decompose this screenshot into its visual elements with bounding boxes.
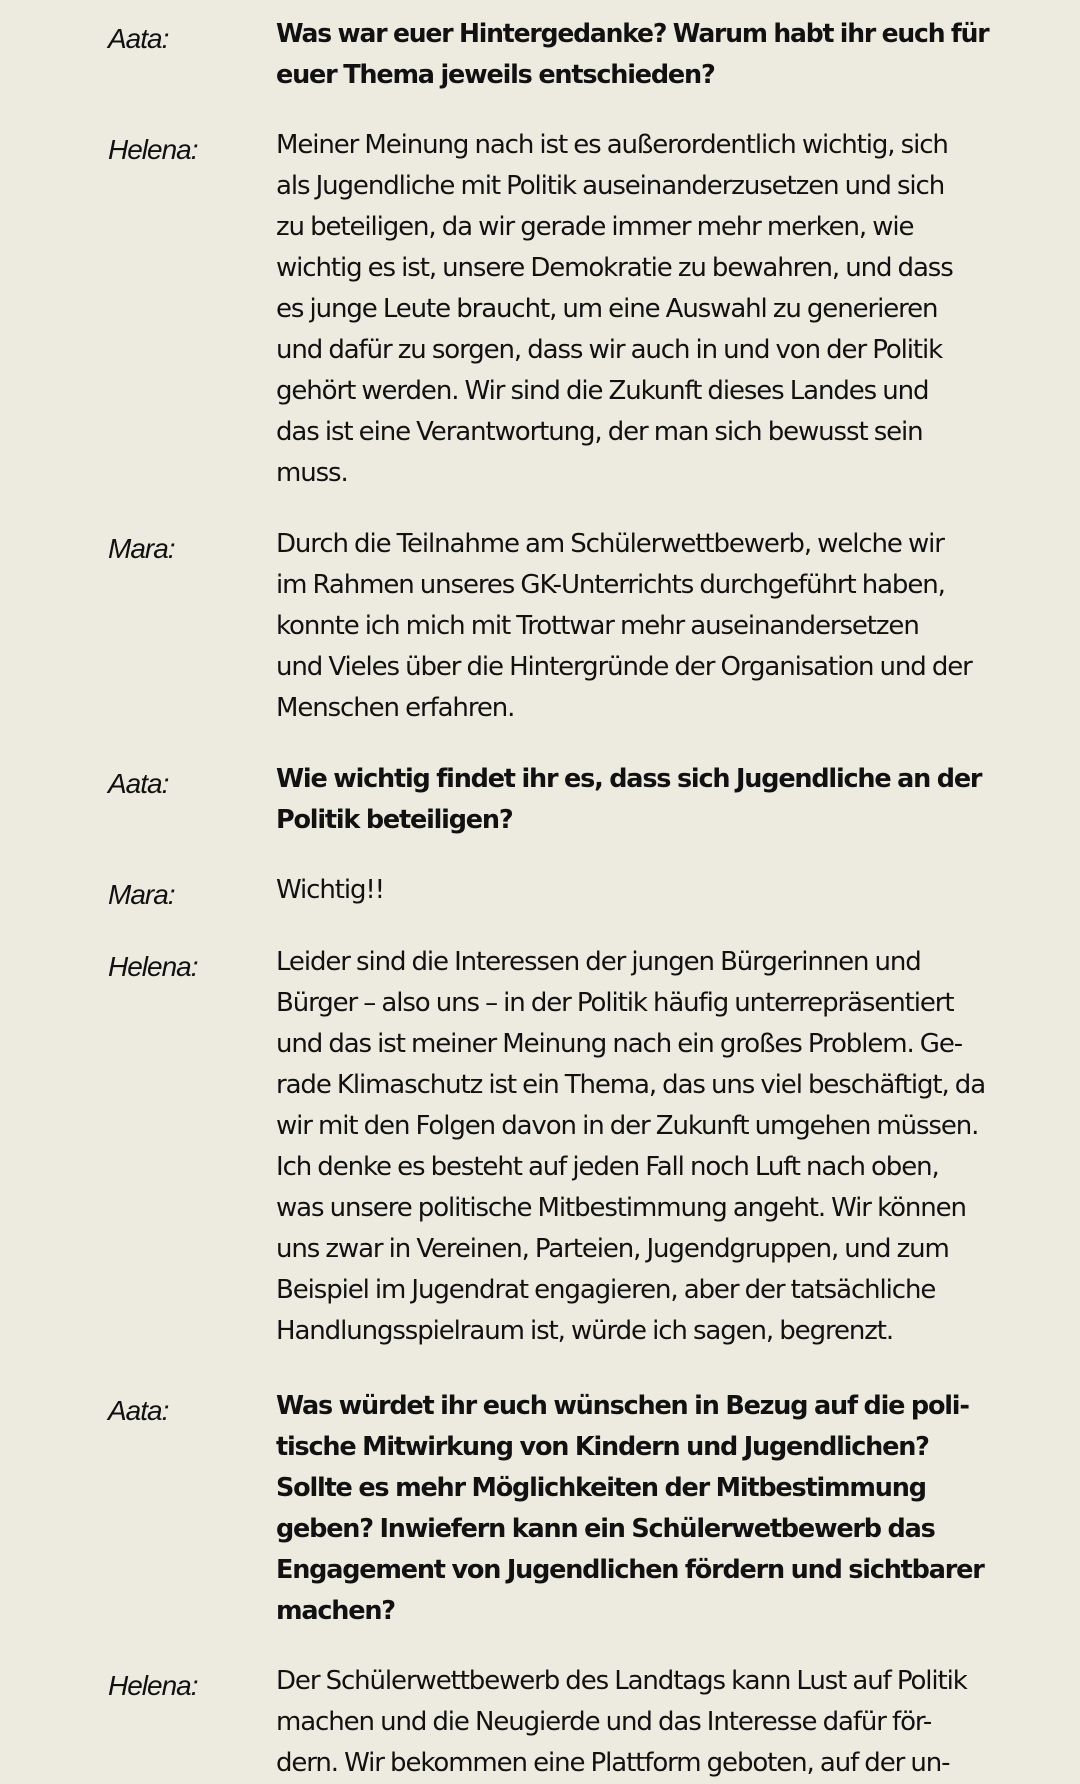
text-line: als Jugendliche mit Politik auseinanderzusetzen und sich bbox=[276, 171, 945, 201]
text-line: was unsere politische Mitbestimmung angeht. Wir können bbox=[276, 1193, 966, 1223]
text-line: Leider sind die Interessen der jungen Bürgerinnen und bbox=[276, 947, 921, 977]
text-line: Durch die Teilnahme am Schülerwettbewerb, welche wir bbox=[276, 529, 944, 559]
speaker-name: Helena: bbox=[108, 1670, 198, 1701]
text-line: Politik beteiligen? bbox=[276, 805, 513, 835]
speaker-name: Aata: bbox=[108, 23, 169, 54]
text-line: und das ist meiner Meinung nach ein großes Problem. Ge- bbox=[276, 1029, 963, 1059]
text-line: euer Thema jeweils entschieden? bbox=[276, 60, 715, 90]
text-line: Beispiel im Jugendrat engagieren, aber der tatsächliche bbox=[276, 1275, 936, 1305]
text-line: es junge Leute braucht, um eine Auswahl zu generieren bbox=[276, 294, 938, 324]
answer-text bbox=[276, 125, 988, 494]
text-line: machen und die Neugierde und das Interesse dafür för- bbox=[276, 1707, 932, 1737]
speaker-name: Aata: bbox=[108, 1395, 169, 1426]
text-line: Meiner Meinung nach ist es außerordentlich wichtig, sich bbox=[276, 130, 948, 160]
speaker-name: Helena: bbox=[108, 951, 198, 982]
text-line: Sollte es mehr Möglichkeiten der Mitbestimmung bbox=[276, 1473, 926, 1503]
speaker-name: Aata: bbox=[108, 768, 169, 799]
text-line: zu beteiligen, da wir gerade immer mehr merken, wie bbox=[276, 212, 914, 242]
text-line: uns zwar in Vereinen, Parteien, Jugendgruppen, und zum bbox=[276, 1234, 949, 1264]
answer-text bbox=[276, 524, 988, 729]
text-line: Was würdet ihr euch wünschen in Bezug auf die poli- bbox=[276, 1391, 969, 1421]
text-line: Engagement von Jugendlichen fördern und sichtbarer bbox=[276, 1555, 984, 1585]
text-line: Handlungsspielraum ist, würde ich sagen, begrenzt. bbox=[276, 1316, 894, 1346]
text-line: Was war euer Hintergedanke? Warum habt ihr euch für bbox=[276, 19, 989, 49]
text-line: konnte ich mich mit Trottwar mehr auseinandersetzen bbox=[276, 611, 919, 641]
text-line: tische Mitwirkung von Kindern und Jugendlichen? bbox=[276, 1432, 929, 1462]
answer-text bbox=[276, 870, 988, 911]
question-text bbox=[276, 1386, 988, 1632]
text-line: Der Schülerwettbewerb des Landtags kann Lust auf Politik bbox=[276, 1666, 967, 1696]
speaker-name: Mara: bbox=[108, 533, 175, 564]
text-line: und Vieles über die Hintergründe der Organisation und der bbox=[276, 652, 972, 682]
answer-text bbox=[276, 942, 988, 1352]
text-line: geben? Inwiefern kann ein Schülerwetbewerb das bbox=[276, 1514, 935, 1544]
text-line: machen? bbox=[276, 1596, 395, 1626]
speaker-name: Helena: bbox=[108, 134, 198, 165]
text-line: wichtig es ist, unsere Demokratie zu bewahren, und dass bbox=[276, 253, 953, 283]
text-line: dern. Wir bekommen eine Plattform geboten, auf der un- bbox=[276, 1748, 950, 1778]
speaker-name: Mara: bbox=[108, 879, 175, 910]
text-line: wir mit den Folgen davon in der Zukunft umgehen müssen. bbox=[276, 1111, 979, 1141]
text-line: Wichtig!! bbox=[276, 875, 385, 905]
text-line: Menschen erfahren. bbox=[276, 693, 515, 723]
text-line: Bürger – also uns – in der Politik häufig unterrepräsentiert bbox=[276, 988, 954, 1018]
text-line: das ist eine Verantwortung, der man sich bewusst sein bbox=[276, 417, 923, 447]
text-line: im Rahmen unseres GK-Unterrichts durchgeführt haben, bbox=[276, 570, 945, 600]
question-text bbox=[276, 759, 988, 841]
text-line: Ich denke es besteht auf jeden Fall noch Luft nach oben, bbox=[276, 1152, 939, 1182]
question-text bbox=[276, 14, 988, 96]
text-line: rade Klimaschutz ist ein Thema, das uns viel beschäftigt, da bbox=[276, 1070, 986, 1100]
text-line: und dafür zu sorgen, dass wir auch in und von der Politik bbox=[276, 335, 943, 365]
answer-text bbox=[276, 1661, 988, 1784]
text-line: muss. bbox=[276, 458, 348, 488]
text-line: Wie wichtig findet ihr es, dass sich Jugendliche an der bbox=[276, 764, 982, 794]
text-line: gehört werden. Wir sind die Zukunft dieses Landes und bbox=[276, 376, 929, 406]
